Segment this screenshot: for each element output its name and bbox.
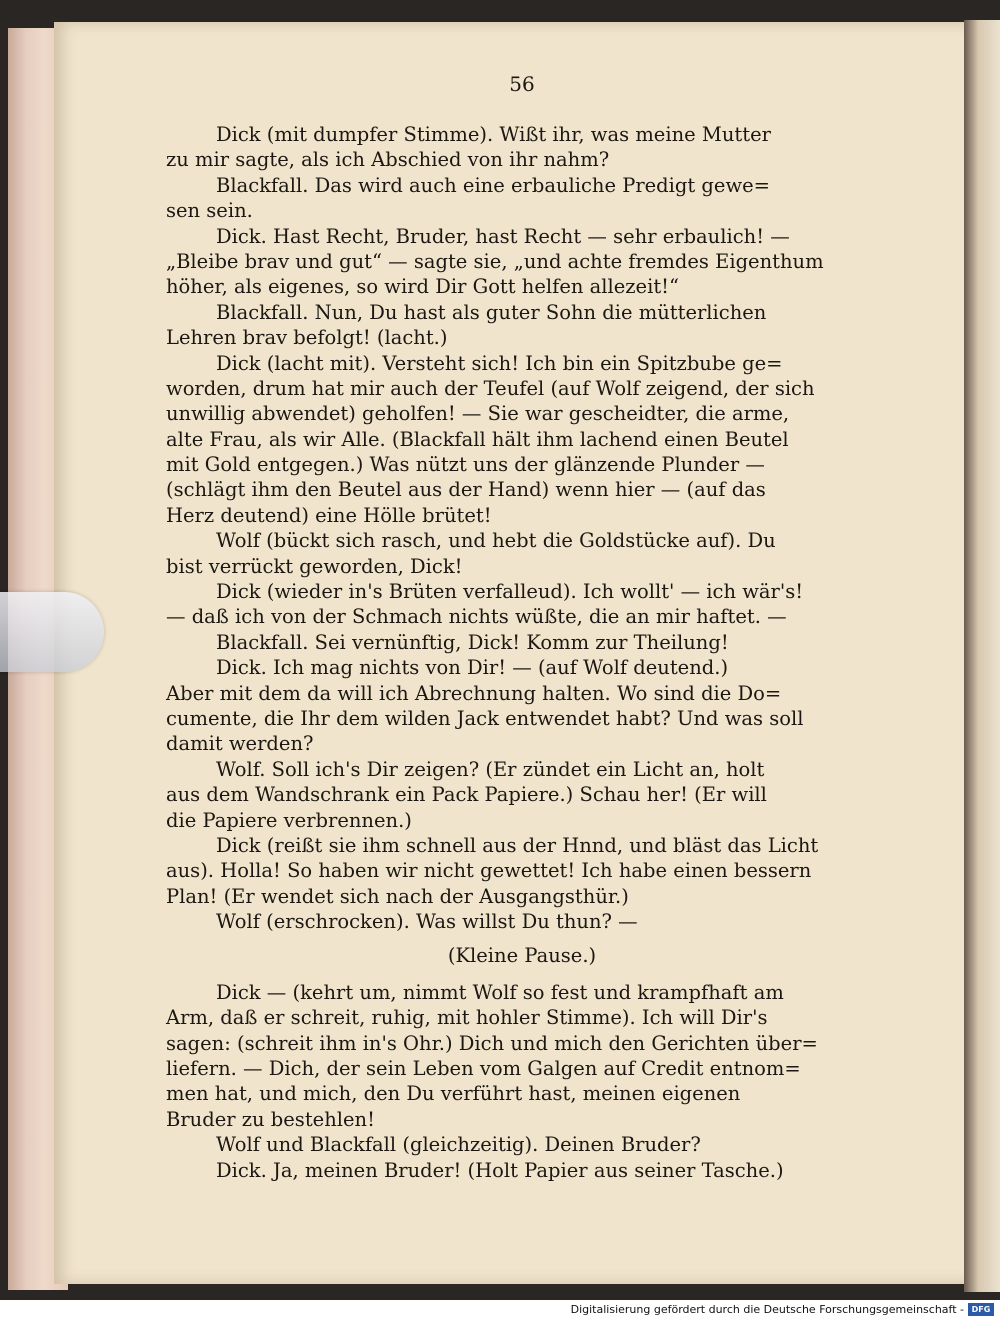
text-line: — daß ich von der Schmach nichts wüßte, die an mir haftet. — [166, 605, 787, 629]
text-line: damit werden? [166, 732, 314, 756]
page-number: 56 [509, 72, 535, 96]
funding-notice: Digitalisierung gefördert durch die Deutsche Forschungsgemeinschaft - [570, 1303, 964, 1316]
text-line: Dick (wieder in's Brüten verfalleud). Ich wollt' — ich wär's! [216, 580, 804, 604]
right-page-edge [964, 20, 1000, 1292]
stage-direction: (Kleine Pause.) [447, 943, 597, 967]
text-line: Aber mit dem da will ich Abrechnung halten. Wo sind die Do= [166, 681, 782, 705]
text-line: liefern. — Dich, der sein Leben vom Galgen auf Credit entnom= [166, 1057, 801, 1081]
text-line: Arm, daß er schreit, ruhig, mit hohler Stimme). Ich will Dir's [166, 1006, 768, 1030]
text-line: alte Frau, als wir Alle. (Blackfall hält ihm lachend einen Beutel [166, 427, 789, 451]
text-line: Herz deutend) eine Hölle brütet! [166, 503, 492, 527]
text-line: Wolf (bückt sich rasch, und hebt die Goldstücke auf). Du [216, 529, 776, 553]
text-line: Wolf (erschrocken). Was willst Du thun? — [216, 910, 638, 934]
text-line: worden, drum hat mir auch der Teufel (auf Wolf zeigend, der sich [166, 376, 815, 400]
text-line: Dick. Ich mag nichts von Dir! — (auf Wolf deutend.) [216, 656, 729, 680]
dfg-logo: DFG [968, 1303, 994, 1316]
text-lines [166, 122, 878, 1183]
text-line: Blackfall. Nun, Du hast als guter Sohn die mütterlichen [216, 300, 767, 324]
text-line: „Bleibe brav und gut“ — sagte sie, „und achte fremdes Eigenthum [166, 249, 824, 273]
page-holder-clip [0, 592, 104, 672]
text-line: Blackfall. Sei vernünftig, Dick! Komm zur Theilung! [216, 630, 729, 654]
text-line: (schlägt ihm den Beutel aus der Hand) wenn hier — (auf das [166, 478, 766, 502]
text-line: aus). Holla! So haben wir nicht gewettet! Ich habe einen bessern [166, 859, 812, 883]
text-line: Plan! (Er wendet sich nach der Ausgangsthür.) [166, 884, 629, 908]
text-line: sen sein. [166, 199, 253, 223]
text-line: Dick (mit dumpfer Stimme). Wißt ihr, was meine Mutter [216, 123, 771, 146]
text-line: Dick — (kehrt um, nimmt Wolf so fest und krampfhaft am [216, 980, 784, 1004]
text-line: mit Gold entgegen.) Was nützt uns der glänzende Plunder — [166, 453, 765, 477]
footer-bar [0, 1300, 1000, 1320]
book-page [54, 22, 972, 1284]
text-line: sagen: (schreit ihm in's Ohr.) Dich und mich den Gerichten über= [166, 1031, 818, 1055]
text-line: Dick (lacht mit). Versteht sich! Ich bin ein Spitzbube ge= [216, 351, 783, 375]
text-line: Blackfall. Das wird auch eine erbauliche Predigt gewe= [216, 173, 771, 197]
text-line: höher, als eigenes, so wird Dir Gott helfen allezeit!“ [166, 275, 679, 299]
text-line: zu mir sagte, als ich Abschied von ihr nahm? [166, 148, 610, 172]
text-line: unwillig abwendet) geholfen! — Sie war gescheidter, die arme, [166, 402, 790, 426]
text-line: Wolf und Blackfall (gleichzeitig). Deinen Bruder? [216, 1133, 701, 1157]
text-line: Lehren brav befolgt! (lacht.) [166, 326, 448, 350]
text-line: Bruder zu bestehlen! [166, 1107, 375, 1131]
text-line: Dick. Hast Recht, Bruder, hast Recht — sehr erbaulich! — [216, 224, 790, 248]
text-line: men hat, und mich, den Du verführt hast, meinen eigenen [166, 1082, 741, 1106]
text-line: aus dem Wandschrank ein Pack Papiere.) Schau her! (Er will [166, 783, 767, 807]
text-line: bist verrückt geworden, Dick! [166, 554, 463, 578]
text-line: Dick. Ja, meinen Bruder! (Holt Papier aus seiner Tasche.) [216, 1158, 784, 1182]
text-line: cumente, die Ihr dem wilden Jack entwendet habt? Und was soll [166, 706, 804, 730]
text-line: die Papiere verbrennen.) [166, 808, 412, 832]
text-line: Wolf. Soll ich's Dir zeigen? (Er zündet ein Licht an, holt [216, 757, 765, 781]
text-line: Dick (reißt sie ihm schnell aus der Hnnd, und bläst das Licht [216, 833, 819, 857]
